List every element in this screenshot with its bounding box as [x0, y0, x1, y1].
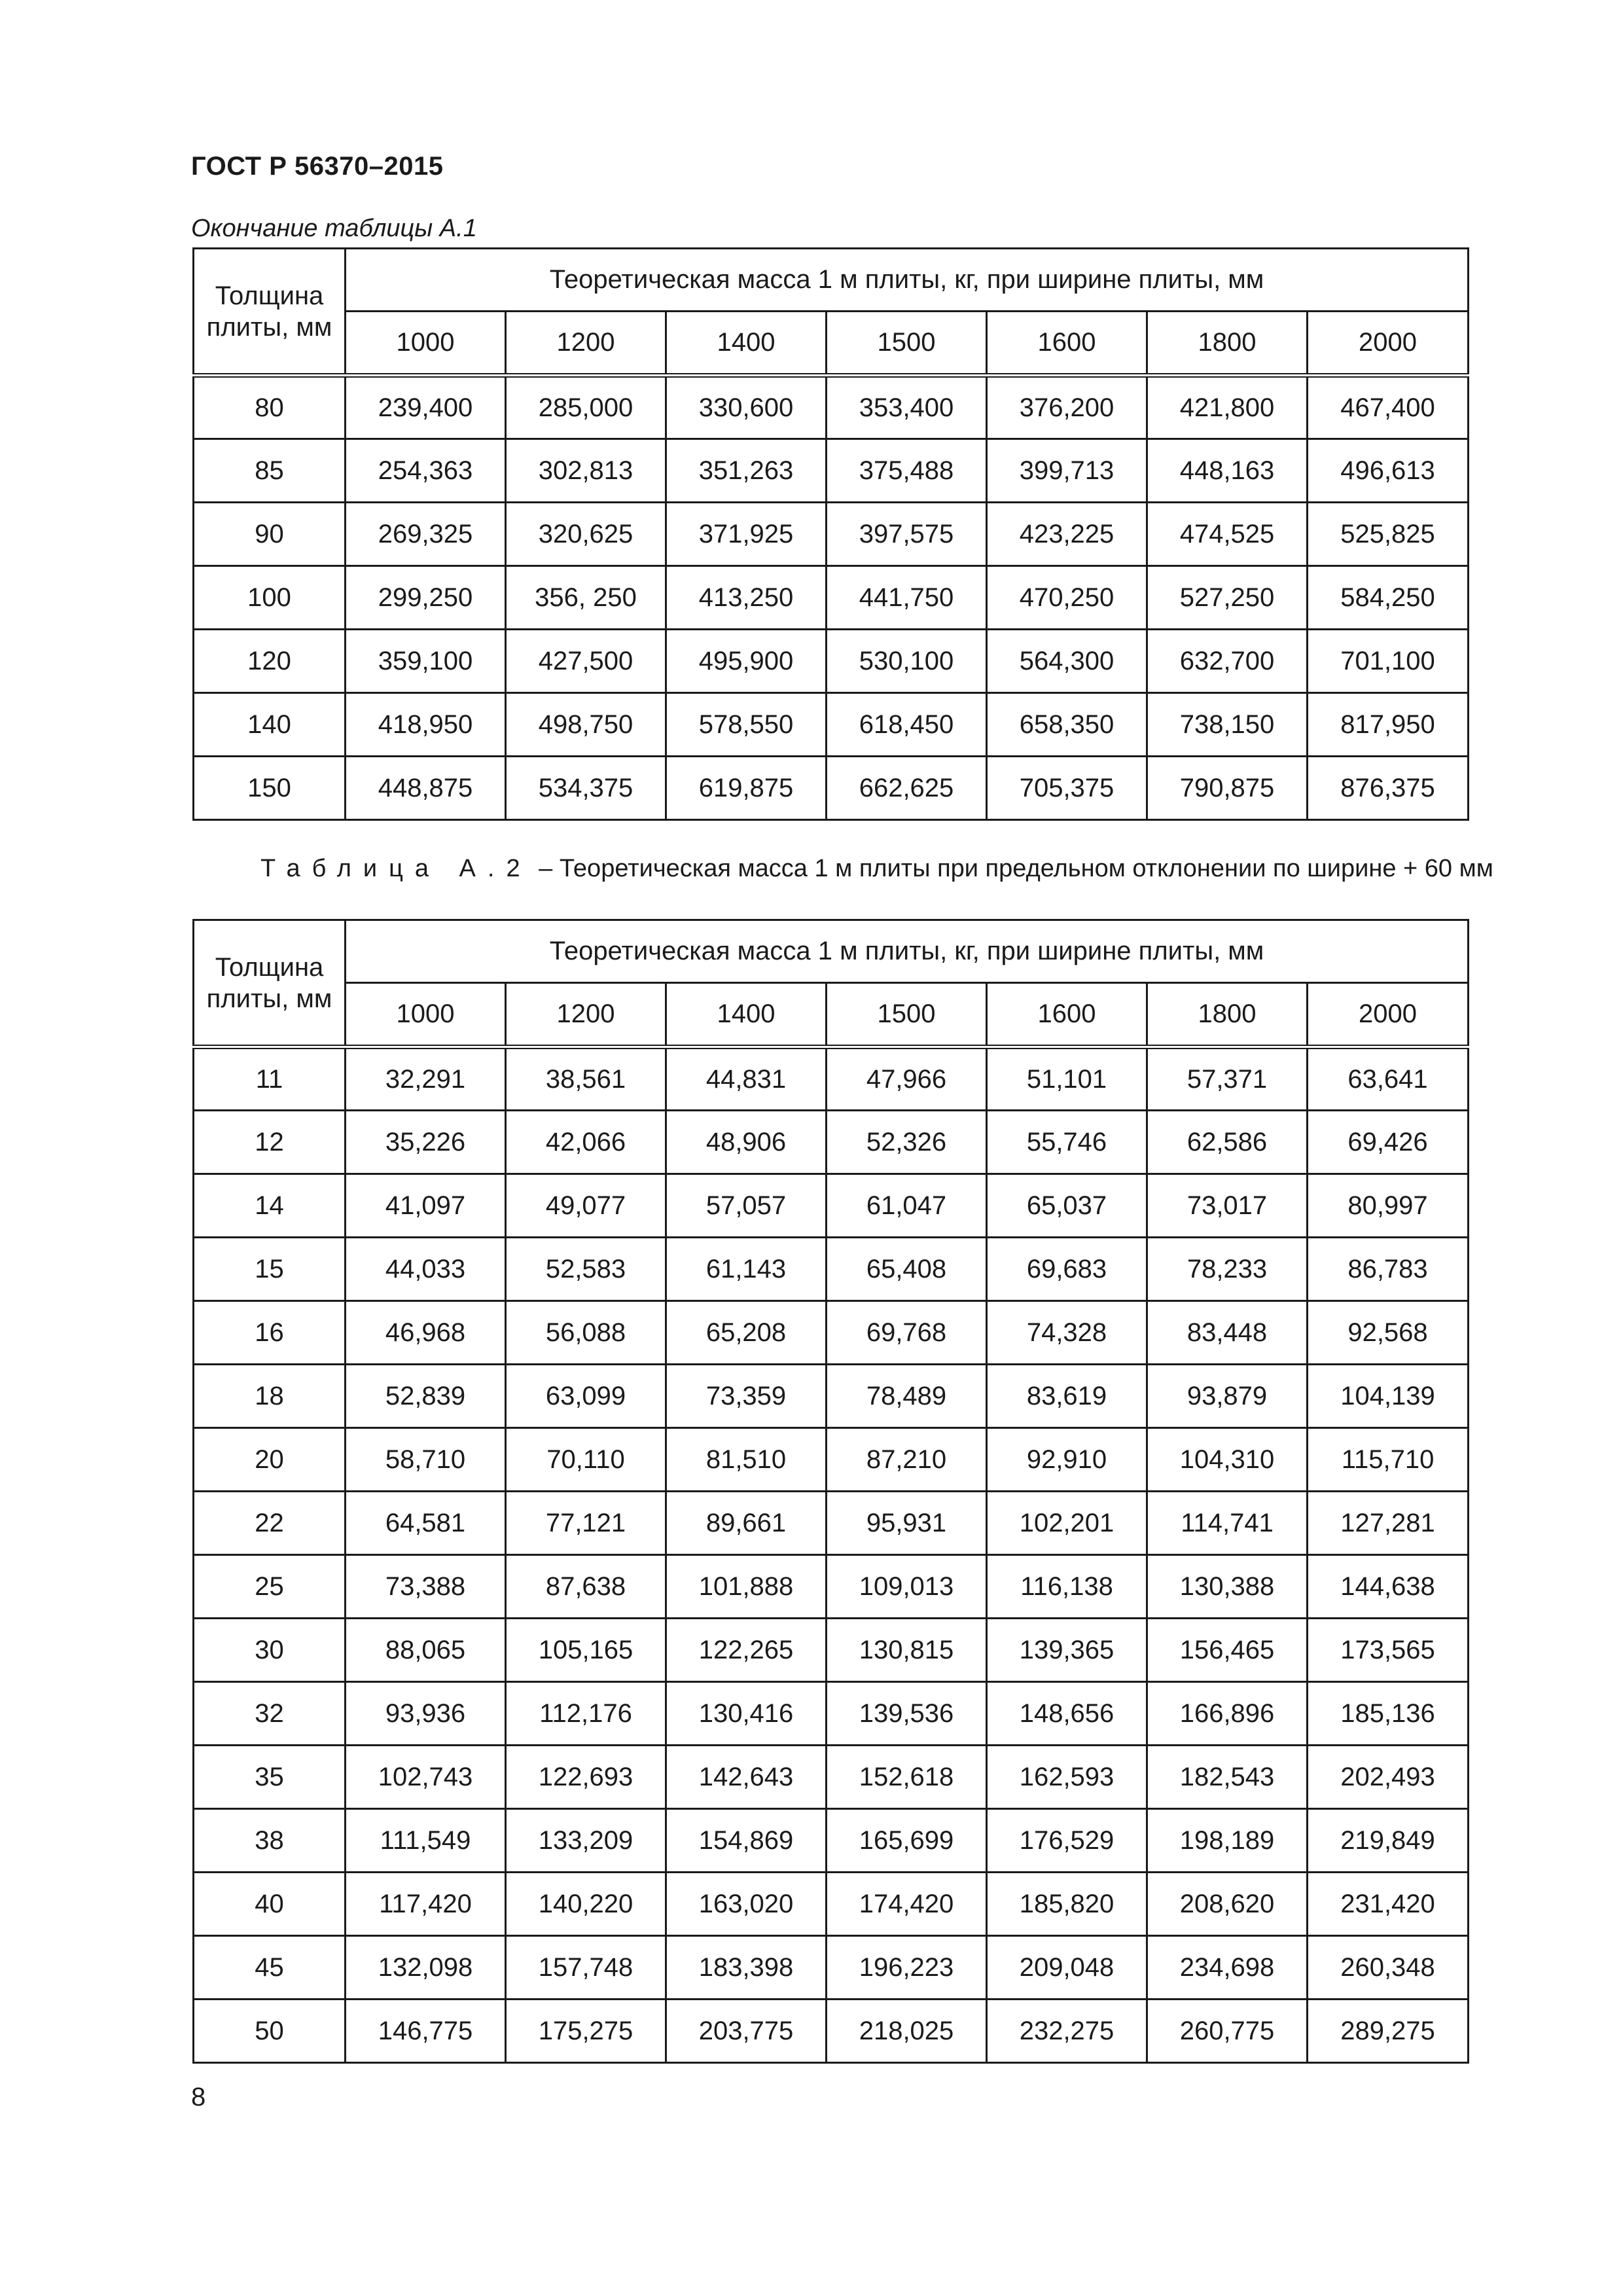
thickness-cell: 85 [194, 439, 346, 503]
mass-cell: 705,375 [987, 757, 1147, 820]
thickness-cell: 40 [194, 1873, 346, 1936]
mass-cell: 80,997 [1308, 1174, 1469, 1238]
mass-cell: 101,888 [666, 1555, 827, 1619]
width-header: 1500 [827, 312, 987, 376]
width-header: 1400 [666, 312, 827, 376]
mass-cell: 156,465 [1147, 1619, 1308, 1682]
mass-cell: 133,209 [506, 1809, 666, 1873]
mass-cell: 320,625 [506, 503, 666, 566]
mass-cell: 73,359 [666, 1365, 827, 1428]
mass-cell: 269,325 [346, 503, 506, 566]
mass-cell: 148,656 [987, 1682, 1147, 1746]
mass-cell: 423,225 [987, 503, 1147, 566]
mass-cell: 470,250 [987, 566, 1147, 630]
thickness-cell: 120 [194, 630, 346, 693]
mass-cell: 63,641 [1308, 1047, 1469, 1111]
mass-cell: 584,250 [1308, 566, 1469, 630]
mass-cell: 208,620 [1147, 1873, 1308, 1936]
mass-cell: 81,510 [666, 1428, 827, 1492]
mass-cell: 87,638 [506, 1555, 666, 1619]
table-row [194, 2000, 1469, 2063]
table-row [194, 1936, 1469, 2000]
width-header: 1000 [346, 983, 506, 1047]
mass-cell: 285,000 [506, 376, 666, 439]
mass-cell: 418,950 [346, 693, 506, 757]
mass-cell: 57,371 [1147, 1047, 1308, 1111]
mass-cell: 359,100 [346, 630, 506, 693]
mass-cell: 93,879 [1147, 1365, 1308, 1428]
mass-cell: 209,048 [987, 1936, 1147, 2000]
mass-cell: 139,536 [827, 1682, 987, 1746]
mass-cell: 116,138 [987, 1555, 1147, 1619]
table-row [194, 1682, 1469, 1746]
mass-cell: 55,746 [987, 1111, 1147, 1174]
thickness-cell: 30 [194, 1619, 346, 1682]
mass-cell: 182,543 [1147, 1746, 1308, 1809]
thickness-cell: 38 [194, 1809, 346, 1873]
thickness-cell: 25 [194, 1555, 346, 1619]
mass-cell: 89,661 [666, 1492, 827, 1555]
table-a1 [192, 247, 1469, 821]
mass-cell: 175,275 [506, 2000, 666, 2063]
mass-cell: 65,408 [827, 1238, 987, 1301]
mass-cell: 448,875 [346, 757, 506, 820]
thickness-cell: 100 [194, 566, 346, 630]
mass-cell: 219,849 [1308, 1809, 1469, 1873]
mass-cell: 65,037 [987, 1174, 1147, 1238]
mass-cell: 32,291 [346, 1047, 506, 1111]
mass-cell: 77,121 [506, 1492, 666, 1555]
table-row [194, 439, 1469, 503]
mass-cell: 260,775 [1147, 2000, 1308, 2063]
mass-cell: 196,223 [827, 1936, 987, 2000]
mass-cell: 109,013 [827, 1555, 987, 1619]
mass-cell: 421,800 [1147, 376, 1308, 439]
table-a2 [192, 919, 1469, 2064]
mass-cell: 111,549 [346, 1809, 506, 1873]
width-header: 1500 [827, 983, 987, 1047]
width-header: 1200 [506, 983, 666, 1047]
mass-cell: 130,815 [827, 1619, 987, 1682]
mass-cell: 87,210 [827, 1428, 987, 1492]
mass-cell: 525,825 [1308, 503, 1469, 566]
mass-cell: 351,263 [666, 439, 827, 503]
mass-cell: 52,839 [346, 1365, 506, 1428]
mass-cell: 173,565 [1308, 1619, 1469, 1682]
thickness-cell: 12 [194, 1111, 346, 1174]
mass-cell: 130,388 [1147, 1555, 1308, 1619]
mass-cell: 198,189 [1147, 1809, 1308, 1873]
mass-cell: 95,931 [827, 1492, 987, 1555]
table-row [194, 693, 1469, 757]
table-a2-caption [191, 852, 1497, 885]
mass-cell: 738,150 [1147, 693, 1308, 757]
mass-cell: 254,363 [346, 439, 506, 503]
table-row [194, 566, 1469, 630]
mass-cell: 61,143 [666, 1238, 827, 1301]
thickness-cell: 90 [194, 503, 346, 566]
mass-cell: 467,400 [1308, 376, 1469, 439]
mass-cell: 44,831 [666, 1047, 827, 1111]
mass-cell: 83,448 [1147, 1301, 1308, 1365]
mass-cell: 92,910 [987, 1428, 1147, 1492]
mass-header: Теоретическая масса 1 м плиты, кг, при ширине плиты, мм [346, 249, 1469, 312]
mass-cell: 104,139 [1308, 1365, 1469, 1428]
mass-cell: 163,020 [666, 1873, 827, 1936]
mass-cell: 152,618 [827, 1746, 987, 1809]
thickness-cell: 140 [194, 693, 346, 757]
mass-cell: 132,098 [346, 1936, 506, 2000]
mass-cell: 289,275 [1308, 2000, 1469, 2063]
thickness-header: Толщина плиты, мм [194, 920, 346, 1047]
thickness-cell: 80 [194, 376, 346, 439]
mass-cell: 176,529 [987, 1809, 1147, 1873]
mass-cell: 88,065 [346, 1619, 506, 1682]
mass-cell: 441,750 [827, 566, 987, 630]
mass-cell: 202,493 [1308, 1746, 1469, 1809]
mass-cell: 162,593 [987, 1746, 1147, 1809]
mass-cell: 57,057 [666, 1174, 827, 1238]
mass-cell: 496,613 [1308, 439, 1469, 503]
mass-cell: 47,966 [827, 1047, 987, 1111]
mass-cell: 58,710 [346, 1428, 506, 1492]
mass-cell: 44,033 [346, 1238, 506, 1301]
mass-cell: 69,426 [1308, 1111, 1469, 1174]
mass-cell: 51,101 [987, 1047, 1147, 1111]
table-row [194, 1873, 1469, 1936]
thickness-cell: 50 [194, 2000, 346, 2063]
mass-cell: 302,813 [506, 439, 666, 503]
mass-cell: 578,550 [666, 693, 827, 757]
mass-cell: 632,700 [1147, 630, 1308, 693]
mass-cell: 35,226 [346, 1111, 506, 1174]
table-a1-caption: Окончание таблицы А.1 [191, 215, 477, 242]
mass-cell: 530,100 [827, 630, 987, 693]
mass-cell: 218,025 [827, 2000, 987, 2063]
table-row [194, 757, 1469, 820]
mass-cell: 174,420 [827, 1873, 987, 1936]
mass-cell: 83,619 [987, 1365, 1147, 1428]
mass-cell: 42,066 [506, 1111, 666, 1174]
mass-cell: 139,365 [987, 1619, 1147, 1682]
width-header-row [194, 983, 1469, 1047]
table-row [194, 1555, 1469, 1619]
mass-cell: 397,575 [827, 503, 987, 566]
mass-cell: 115,710 [1308, 1428, 1469, 1492]
table-row [194, 630, 1469, 693]
mass-cell: 356, 250 [506, 566, 666, 630]
width-header: 1200 [506, 312, 666, 376]
mass-cell: 144,638 [1308, 1555, 1469, 1619]
mass-cell: 41,097 [346, 1174, 506, 1238]
mass-cell: 69,768 [827, 1301, 987, 1365]
thickness-cell: 35 [194, 1746, 346, 1809]
table-row [194, 1492, 1469, 1555]
mass-cell: 122,693 [506, 1746, 666, 1809]
thickness-cell: 15 [194, 1238, 346, 1301]
mass-cell: 427,500 [506, 630, 666, 693]
mass-cell: 146,775 [346, 2000, 506, 2063]
table-row [194, 1428, 1469, 1492]
mass-cell: 62,586 [1147, 1111, 1308, 1174]
mass-cell: 122,265 [666, 1619, 827, 1682]
mass-cell: 701,100 [1308, 630, 1469, 693]
mass-cell: 130,416 [666, 1682, 827, 1746]
mass-cell: 619,875 [666, 757, 827, 820]
thickness-cell: 22 [194, 1492, 346, 1555]
mass-cell: 157,748 [506, 1936, 666, 2000]
mass-cell: 70,110 [506, 1428, 666, 1492]
mass-cell: 92,568 [1308, 1301, 1469, 1365]
table-row [194, 1111, 1469, 1174]
mass-cell: 790,875 [1147, 757, 1308, 820]
mass-cell: 112,176 [506, 1682, 666, 1746]
thickness-cell: 20 [194, 1428, 346, 1492]
thickness-cell: 32 [194, 1682, 346, 1746]
mass-cell: 618,450 [827, 693, 987, 757]
mass-cell: 375,488 [827, 439, 987, 503]
mass-cell: 48,906 [666, 1111, 827, 1174]
mass-cell: 260,348 [1308, 1936, 1469, 2000]
thickness-cell: 16 [194, 1301, 346, 1365]
mass-cell: 52,583 [506, 1238, 666, 1301]
width-header: 1800 [1147, 312, 1308, 376]
mass-cell: 299,250 [346, 566, 506, 630]
mass-cell: 56,088 [506, 1301, 666, 1365]
mass-cell: 203,775 [666, 2000, 827, 2063]
mass-cell: 140,220 [506, 1873, 666, 1936]
thickness-header: Толщина плиты, мм [194, 249, 346, 376]
mass-cell: 232,275 [987, 2000, 1147, 2063]
mass-cell: 46,968 [346, 1301, 506, 1365]
mass-cell: 102,201 [987, 1492, 1147, 1555]
mass-cell: 817,950 [1308, 693, 1469, 757]
table-row [194, 1746, 1469, 1809]
mass-cell: 78,489 [827, 1365, 987, 1428]
mass-cell: 376,200 [987, 376, 1147, 439]
mass-cell: 183,398 [666, 1936, 827, 2000]
mass-cell: 142,643 [666, 1746, 827, 1809]
mass-cell: 64,581 [346, 1492, 506, 1555]
mass-cell: 658,350 [987, 693, 1147, 757]
mass-cell: 448,163 [1147, 439, 1308, 503]
mass-cell: 527,250 [1147, 566, 1308, 630]
width-header: 1000 [346, 312, 506, 376]
page-number: 8 [191, 2083, 206, 2111]
mass-cell: 564,300 [987, 630, 1147, 693]
mass-cell: 127,281 [1308, 1492, 1469, 1555]
mass-cell: 105,165 [506, 1619, 666, 1682]
table-row [194, 1174, 1469, 1238]
mass-cell: 63,099 [506, 1365, 666, 1428]
mass-cell: 185,820 [987, 1873, 1147, 1936]
table-row [194, 1809, 1469, 1873]
mass-cell: 74,328 [987, 1301, 1147, 1365]
mass-cell: 399,713 [987, 439, 1147, 503]
mass-cell: 65,208 [666, 1301, 827, 1365]
mass-cell: 73,388 [346, 1555, 506, 1619]
width-header: 1600 [987, 983, 1147, 1047]
table-row [194, 376, 1469, 439]
mass-cell: 154,869 [666, 1809, 827, 1873]
width-header-row [194, 312, 1469, 376]
mass-cell: 104,310 [1147, 1428, 1308, 1492]
mass-cell: 662,625 [827, 757, 987, 820]
table-a2-caption-label: Таблица А.2 [260, 855, 532, 882]
table-row [194, 1238, 1469, 1301]
mass-cell: 166,896 [1147, 1682, 1308, 1746]
mass-cell: 231,420 [1308, 1873, 1469, 1936]
table-row [194, 503, 1469, 566]
width-header: 1800 [1147, 983, 1308, 1047]
mass-cell: 73,017 [1147, 1174, 1308, 1238]
mass-header: Теоретическая масса 1 м плиты, кг, при ширине плиты, мм [346, 920, 1469, 983]
mass-cell: 371,925 [666, 503, 827, 566]
table-row [194, 1047, 1469, 1111]
mass-cell: 185,136 [1308, 1682, 1469, 1746]
thickness-cell: 11 [194, 1047, 346, 1111]
mass-cell: 165,699 [827, 1809, 987, 1873]
mass-cell: 117,420 [346, 1873, 506, 1936]
mass-cell: 61,047 [827, 1174, 987, 1238]
mass-cell: 78,233 [1147, 1238, 1308, 1301]
table-a2-caption-text: – Теоретическая масса 1 м плиты при предельном отклонении по ширине + 60 мм [539, 855, 1493, 882]
document-code: ГОСТ Р 56370–2015 [191, 152, 444, 181]
width-header: 1600 [987, 312, 1147, 376]
mass-cell: 52,326 [827, 1111, 987, 1174]
thickness-cell: 14 [194, 1174, 346, 1238]
thickness-cell: 18 [194, 1365, 346, 1428]
width-header: 1400 [666, 983, 827, 1047]
mass-cell: 38,561 [506, 1047, 666, 1111]
mass-cell: 330,600 [666, 376, 827, 439]
mass-cell: 498,750 [506, 693, 666, 757]
mass-cell: 495,900 [666, 630, 827, 693]
mass-cell: 534,375 [506, 757, 666, 820]
mass-cell: 474,525 [1147, 503, 1308, 566]
mass-cell: 353,400 [827, 376, 987, 439]
mass-cell: 413,250 [666, 566, 827, 630]
mass-cell: 102,743 [346, 1746, 506, 1809]
mass-cell: 93,936 [346, 1682, 506, 1746]
thickness-cell: 150 [194, 757, 346, 820]
table-row [194, 1301, 1469, 1365]
table-row [194, 1619, 1469, 1682]
width-header: 2000 [1308, 983, 1469, 1047]
mass-cell: 69,683 [987, 1238, 1147, 1301]
mass-cell: 234,698 [1147, 1936, 1308, 2000]
width-header: 2000 [1308, 312, 1469, 376]
mass-cell: 239,400 [346, 376, 506, 439]
table-row [194, 1365, 1469, 1428]
thickness-cell: 45 [194, 1936, 346, 2000]
mass-cell: 114,741 [1147, 1492, 1308, 1555]
mass-cell: 49,077 [506, 1174, 666, 1238]
mass-cell: 876,375 [1308, 757, 1469, 820]
mass-cell: 86,783 [1308, 1238, 1469, 1301]
